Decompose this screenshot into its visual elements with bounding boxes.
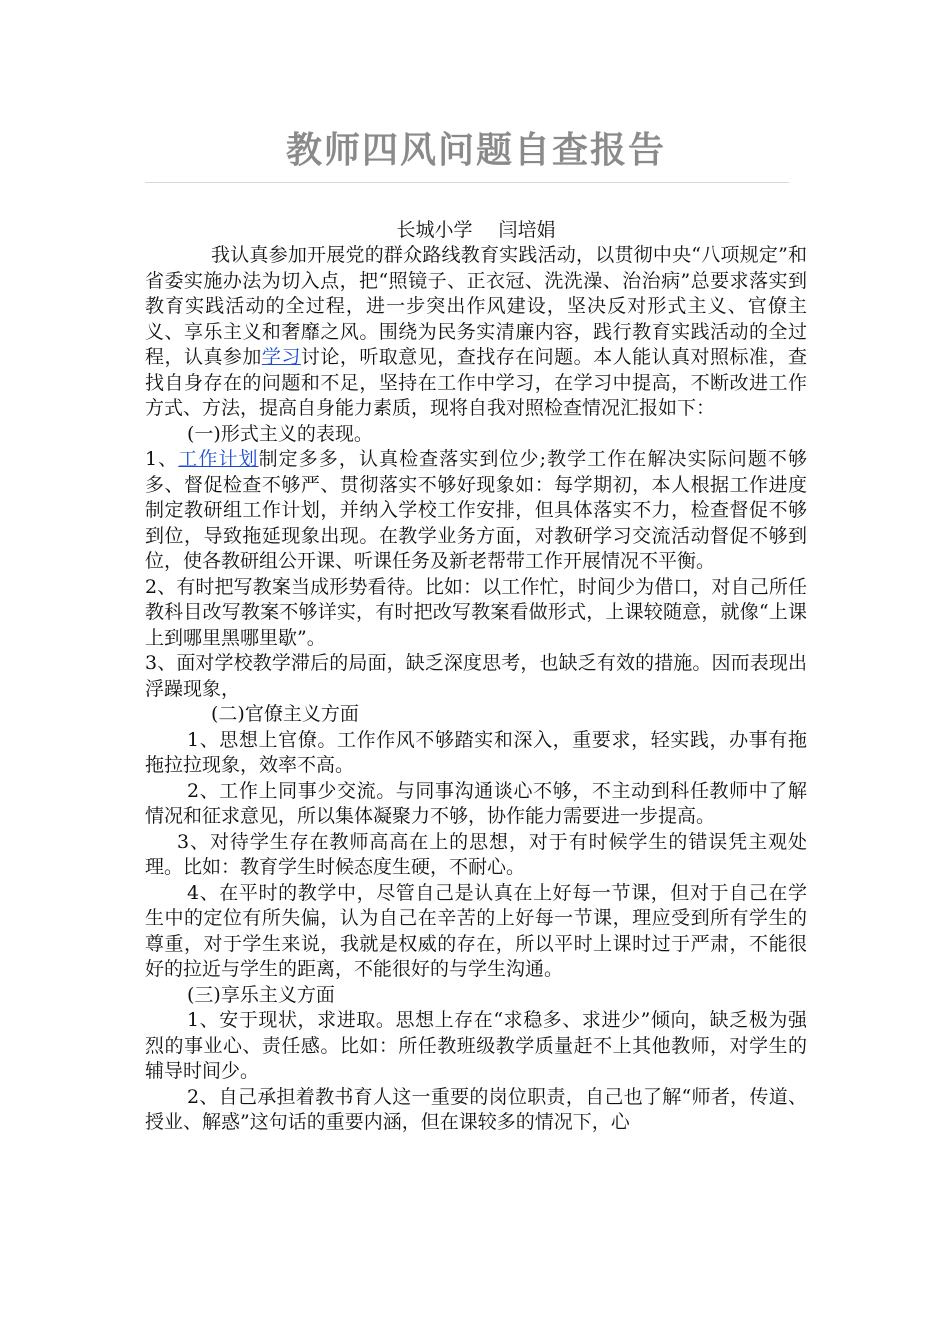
section1-item2: 2、有时把写教案当成形势看待。比如：以工作忙，时间少为借口，对自己所任教科目改写教案不够详实，有时把改写教案看做形式，上课较随意，就像“上课上到哪里黑哪里歇”。 [145, 575, 807, 649]
study-link[interactable]: 学习 [261, 346, 301, 368]
work-plan-link[interactable]: 工作计划 [178, 448, 259, 470]
document-body [145, 243, 807, 1136]
section1-item3: 3、面对学校教学滞后的局面，缺乏深度思考，也缺乏有效的措施。因而表现出浮躁现象， [145, 652, 807, 700]
section2-item1: 1、思想上官僚。工作作风不够踏实和深入，重要求，轻实践，办事有拖拖拉拉现象，效率不高。 [145, 728, 807, 776]
author-name: 闫培娟 [498, 219, 556, 241]
section2-item4: 4、在平时的教学中，尽管自己是认真在上好每一节课，但对于自己在学生中的定位有所失偏，认为自己在辛苦的上好每一节课，理应受到所有学生的尊重，对于学生来说，我就是权威的存在，所以平时上课时过于严肃，不能很好的拉近与学生的距离，不能很好的与学生沟通。 [145, 881, 807, 980]
document-title: 教师四风问题自查报告 [285, 130, 666, 171]
section2-item3: 3、对待学生存在教师高高在上的思想，对于有时候学生的错误凭主观处理。比如：教育学生时候态度生硬，不耐心。 [145, 830, 807, 878]
section2-heading: (二)官僚主义方面 [211, 703, 359, 725]
intro-text-part1: 我认真参加开展党的群众路线教育实践活动，以贯彻中央“八项规定”和省委实施办法为切入点，把“照镜子、正衣冠、洗洗澡、治治病”总要求落实到教育实践活动的全过程，进一步突出作风建设，坚决反对形式主义、官僚主义、享乐主义和奢靡之风。围绕为民务实清廉内容，践行教育实践活动的全过程，认真参加 [145, 244, 807, 368]
section3-item2: 2、自己承担着教书育人这一重要的岗位职责，自己也了解“师者，传道、授业、解惑”这句话的重要内涵，但在课较多的情况下，心 [145, 1085, 807, 1133]
intro-text-part2: 讨论，听取意见，查找存在问题。本人能认真对照标准，查找自身存在的问题和不足，坚持在工作中学习，在学习中提高，不断改进工作方式、方法，提高自身能力素质，现将自我对照检查情况汇报如下： [145, 346, 807, 419]
section1-heading: (一)形式主义的表现。 [187, 422, 373, 445]
title-divider [145, 182, 789, 183]
section1-item1-text: 制定多多，认真检查落实到位少;教学工作在解决实际问题不够多、督促检查不够严、贯彻落实不够好现象如：每学期初，本人根据工作进度制定教研组工作计划，并纳入学校工作安排，但具体落实不力，检查督促不够到位，导致拖延现象出现。在教学业务方面，对教研学习交流活动督促不够到位，使各教研组公开课、听课任务及新老帮带工作开展情况不平衡。 [145, 448, 807, 572]
author-school: 长城小学 [396, 219, 473, 241]
document-page [145, 0, 807, 1136]
intro-paragraph [145, 243, 807, 422]
section3-heading: (三)享乐主义方面 [187, 983, 335, 1006]
section1-item1 [145, 447, 807, 575]
author-line [145, 217, 807, 243]
section3-item1: 1、安于现状，求进取。思想上存在“求稳多、求进少”倾向，缺乏极为强烈的事业心、责任感。比如：所任教班级教学质量赶不上其他教师，对学生的辅导时间少。 [145, 1009, 807, 1082]
section1-item1-prefix: 1、 [145, 448, 179, 470]
section2-item2: 2、工作上同事少交流。与同事沟通谈心不够，不主动到科任教师中了解情况和征求意见，所以集体凝聚力不够，协作能力需要进一步提高。 [145, 779, 807, 827]
